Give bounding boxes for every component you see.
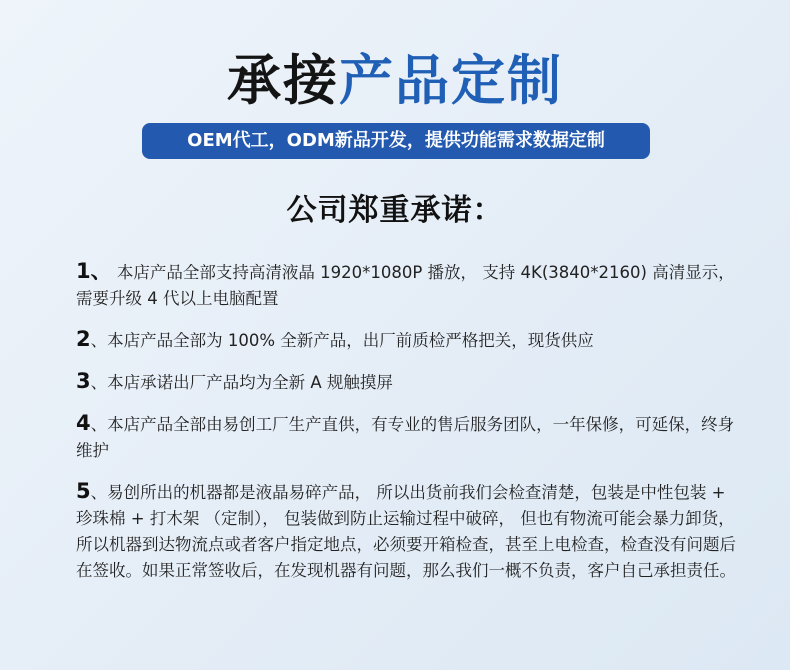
subtitle-banner: OEM代工，ODM新品开发，提供功能需求数据定制	[142, 123, 650, 159]
commitment-item-2	[76, 326, 736, 354]
page-title	[0, 46, 790, 116]
title-part-1: 承接	[227, 49, 339, 112]
commitment-list	[76, 258, 736, 598]
item-text: 、本店产品全部由易创工厂生产直供，有专业的售后服务团队，一年保修，可延保，终身维护	[76, 415, 735, 460]
commitment-item-1	[76, 258, 736, 312]
commitment-item-3	[76, 368, 736, 396]
commitment-heading: 公司郑重承诺：	[286, 193, 504, 228]
item-number: 1、	[76, 259, 112, 283]
item-number: 3	[76, 369, 91, 393]
item-text: 、易创所出的机器都是液晶易碎产品， 所以出货前我们会检查清楚，包装是中性包装 + 珍珠棉 + 打木架 （定制）， 包装做到防止运输过程中破碎， 但也有物流可能会暴力卸货， 所以机器到达物流点或者客户指定地点，必须要开箱检查，甚至上电检查，检查没有问题后在签收。如果正常签收后，在发现机器有问题，那么我们一概不负责，客户自己承担责任。	[76, 483, 736, 580]
title-part-2: 产品定制	[339, 49, 563, 112]
item-text: 、本店承诺出厂产品均为全新 A 规触摸屏	[90, 373, 393, 392]
item-number: 5	[76, 479, 91, 503]
item-number: 4	[76, 411, 91, 435]
commitment-item-4	[76, 410, 736, 464]
item-text: 本店产品全部支持高清液晶 1920*1080P 播放， 支持 4K(3840*2160) 高清显示，需要升级 4 代以上电脑配置	[76, 263, 735, 308]
item-text: 、本店产品全部为 100% 全新产品，出厂前质检严格把关，现货供应	[90, 331, 594, 350]
item-number: 2	[76, 327, 91, 351]
commitment-item-5	[76, 478, 736, 584]
